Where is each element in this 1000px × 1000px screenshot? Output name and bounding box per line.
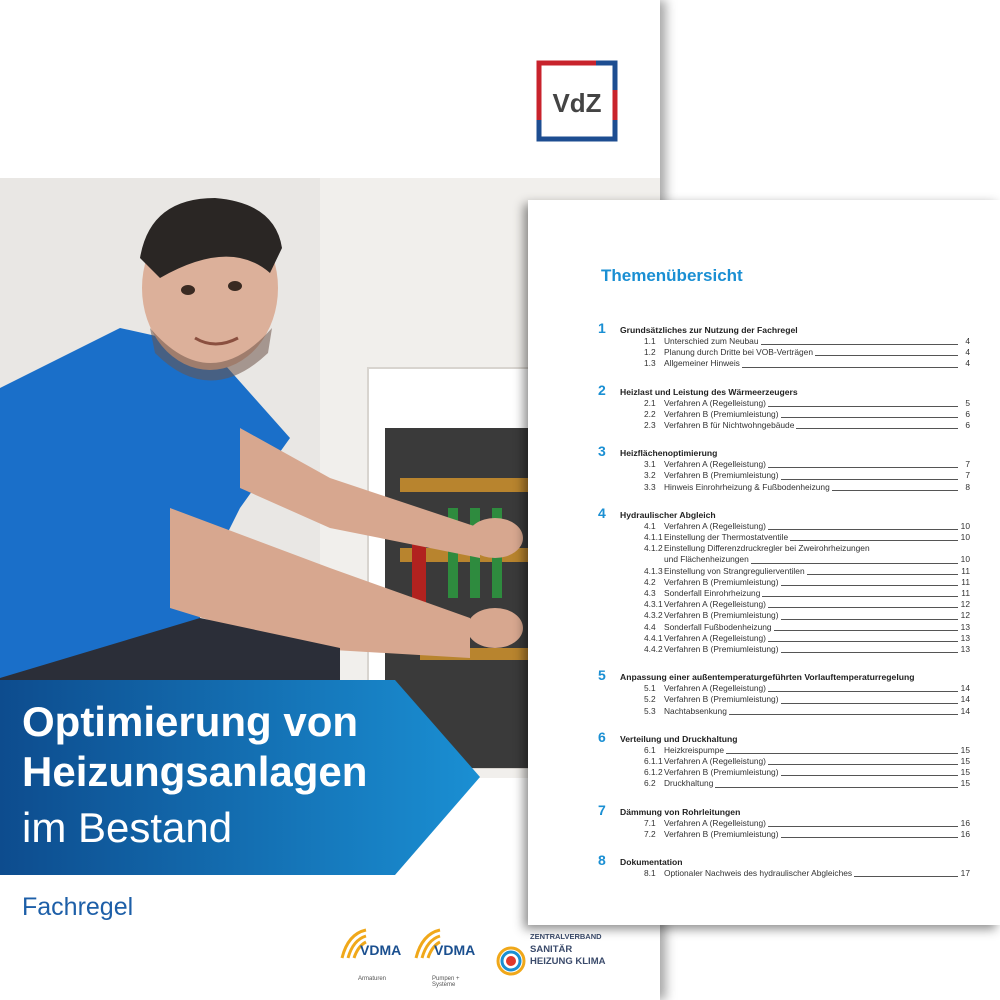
vdma-1-name: VDMA (360, 942, 402, 958)
toc-leader-line (768, 640, 958, 642)
toc-entry-page: 14 (960, 683, 970, 694)
toc-entry-number: 4.2 (644, 576, 656, 587)
toc-entry-label: Verfahren B (Premiumleistung) (664, 767, 779, 778)
cover-title-line1: Optimierung von (22, 698, 358, 745)
toc-entry-page: 14 (960, 694, 970, 705)
toc-entry[interactable] (644, 398, 970, 409)
toc-leader-line (768, 763, 958, 765)
toc-entry-page: 10 (960, 554, 970, 565)
toc-leader-line (781, 478, 958, 480)
toc-section (598, 443, 970, 493)
toc-entry[interactable] (644, 543, 970, 554)
toc-leader-line (768, 606, 958, 608)
toc-entry-label: Nachtabsenkung (664, 705, 727, 716)
toc-entry-label: Verfahren A (Regelleistung) (664, 756, 766, 767)
toc-entry-label: Verfahren B (Premiumleistung) (664, 644, 779, 655)
toc-section-number: 7 (598, 801, 606, 818)
toc-leader-line (781, 416, 958, 418)
toc-section (598, 802, 970, 840)
toc-entry-number: 4.3 (644, 588, 656, 599)
toc-entry[interactable] (644, 706, 970, 717)
vdz-logo-text: VdZ (552, 88, 602, 118)
toc-section (598, 382, 970, 432)
toc-leader-line (762, 595, 958, 597)
toc-leader-line (751, 562, 958, 564)
toc-leader-line (832, 489, 958, 491)
toc-entry-label: Heizkreispumpe (664, 744, 725, 755)
toc-entry-page: 13 (960, 632, 970, 643)
cover-subtitle: Fachregel (22, 893, 134, 921)
toc-entry-continuation[interactable] (664, 554, 970, 565)
toc-section-number: 6 (598, 728, 606, 745)
toc-entry[interactable] (644, 532, 970, 543)
toc-entry-page: 5 (965, 397, 970, 408)
toc-entry[interactable] (644, 459, 970, 470)
toc-entry[interactable] (644, 358, 970, 369)
toc-leader-line (781, 584, 958, 586)
toc-leader-line (781, 774, 958, 776)
toc-entry[interactable] (644, 470, 970, 481)
toc-entry-page: 13 (960, 644, 970, 655)
cover-title-line3: im Bestand (22, 804, 233, 851)
toc-entry-label: Optionaler Nachweis des hydraulischer Abgleiches (664, 868, 853, 879)
toc-section-title[interactable]: Grundsätzliches zur Nutzung der Fachregel (620, 325, 798, 335)
toc-entry-label: Verfahren A (Regelleistung) (664, 632, 766, 643)
toc-entry-number: 4.3.1 (644, 599, 663, 610)
toc-entry-number: 5.3 (644, 705, 656, 716)
toc-entry[interactable] (644, 588, 970, 599)
toc-entry-number: 4.4.2 (644, 644, 663, 655)
toc-entry-page: 14 (960, 705, 970, 716)
toc-entry-label: Verfahren B (Premiumleistung) (664, 408, 779, 419)
toc-entry[interactable] (644, 420, 970, 431)
toc-entry-label: Verfahren A (Regelleistung) (664, 599, 766, 610)
zvshk-line3: HEIZUNG KLIMA (530, 956, 606, 967)
toc-entry[interactable] (644, 745, 970, 756)
toc-entry-label: Verfahren B (Premiumleistung) (664, 828, 779, 839)
toc-leader-line (790, 539, 958, 541)
toc-entry-page: 17 (960, 868, 970, 879)
toc-title: Themenübersicht (601, 266, 743, 285)
toc-entry-label: Druckhaltung (664, 778, 714, 789)
zvshk-line2: SANITÄR (530, 944, 573, 955)
toc-leader-line (768, 405, 958, 407)
toc-entry-label: Verfahren A (Regelleistung) (664, 520, 766, 531)
toc-entry-page: 7 (965, 459, 970, 470)
toc-entry[interactable] (644, 521, 970, 532)
vdma-2-name: VDMA (434, 942, 476, 958)
toc-entry-number: 4.1.3 (644, 565, 663, 576)
toc-section-number: 1 (598, 320, 606, 336)
toc-section-number: 3 (598, 443, 606, 460)
toc-entry-page: 13 (960, 621, 970, 632)
toc-section (598, 320, 970, 370)
toc-entry-number: 8.1 (644, 868, 656, 879)
toc-entry[interactable] (644, 566, 970, 577)
toc-entry-page: 8 (965, 481, 970, 492)
toc-leader-line (742, 366, 958, 368)
cover-title-line2: Heizungsanlagen (22, 748, 368, 795)
toc-leader-line (768, 825, 958, 827)
toc-section (598, 667, 970, 717)
toc-entry[interactable] (644, 610, 970, 621)
toc-leader-line (715, 786, 958, 788)
toc-entry[interactable] (644, 409, 970, 420)
vdz-logo (536, 60, 618, 142)
toc-entry-page: 10 (960, 532, 970, 543)
toc-section-title[interactable]: Dämmung von Rohrleitungen (620, 806, 741, 817)
toc-entry-label: Verfahren B (Premiumleistung) (664, 470, 779, 481)
toc-entry-number: 7.1 (644, 817, 656, 828)
toc-entry-label-cont: und Flächenheizungen (664, 554, 749, 565)
toc-section (598, 505, 970, 655)
toc-entry-number: 6.2 (644, 778, 656, 789)
toc-entry-number: 3.1 (644, 459, 656, 470)
toc-entry[interactable] (644, 482, 970, 493)
toc-leader-line (854, 875, 958, 877)
toc-leader-line (768, 528, 958, 530)
toc-entry-label: Allgemeiner Hinweis (664, 358, 740, 369)
toc-entry-number: 4.3.2 (644, 610, 663, 621)
toc-entry-label: Einstellung Differenzdruckregler bei Zweirohrheizungen (664, 543, 870, 554)
toc-entry-number: 1.2 (644, 347, 656, 358)
toc-entry-label: Verfahren A (Regelleistung) (664, 397, 766, 408)
toc-entry-number: 2.1 (644, 397, 656, 408)
toc-section (598, 852, 970, 879)
toc-leader-line (815, 354, 958, 356)
vdma-armaturen-logo (338, 926, 408, 986)
toc-leader-line (781, 651, 958, 653)
toc-entry[interactable] (644, 683, 970, 694)
toc-entry-page: 4 (965, 336, 970, 346)
toc-entry[interactable] (644, 577, 970, 588)
toc-entry-number: 2.3 (644, 420, 656, 431)
toc-entry-page: 16 (960, 828, 970, 839)
zvshk-logo (496, 926, 656, 986)
toc-entry-number: 4.1.2 (644, 543, 663, 554)
toc-entry-page: 6 (965, 420, 970, 431)
toc-entry[interactable] (644, 622, 970, 633)
toc-section-number: 2 (598, 381, 606, 398)
toc-entry-page: 15 (960, 756, 970, 767)
toc-leader-line (726, 752, 958, 754)
toc-entry[interactable] (644, 599, 970, 610)
toc-leader-line (774, 629, 958, 631)
toc-entry-number: 5.1 (644, 683, 656, 694)
toc-entry[interactable] (644, 778, 970, 789)
toc-leader-line (781, 618, 958, 620)
toc-leader-line (781, 836, 958, 838)
toc-entry-page: 11 (961, 588, 970, 599)
toc-entry-label: Hinweis Einrohrheizung & Fußbodenheizung (664, 481, 830, 492)
toc-section-title[interactable]: Anpassung einer außentemperaturgeführten Vorlauftemperaturregelung (620, 672, 915, 683)
toc-entry-label: Verfahren A (Regelleistung) (664, 683, 766, 694)
toc-section-title[interactable]: Verteilung und Druckhaltung (620, 733, 738, 744)
toc-entry[interactable] (644, 767, 970, 778)
toc-entry-number: 6.1.1 (644, 756, 663, 767)
toc-leader-line (796, 427, 958, 429)
toc-entry-label: Verfahren A (Regelleistung) (664, 817, 766, 828)
toc-entry-number: 4.4 (644, 621, 656, 632)
toc-entry-number: 4.4.1 (644, 632, 663, 643)
toc-entry-page: 4 (965, 358, 970, 369)
toc-entry-page: 15 (960, 744, 970, 755)
toc-section-title[interactable]: Heizflächenoptimierung (620, 448, 718, 459)
toc-entry-number: 1.1 (644, 336, 656, 346)
toc-entry-number: 7.2 (644, 828, 656, 839)
toc-entry-number: 3.3 (644, 481, 656, 492)
toc-entry[interactable] (644, 756, 970, 767)
toc-section-number: 5 (598, 667, 606, 684)
toc-entry-page: 11 (961, 565, 970, 576)
zvshk-line1: ZENTRALVERBAND (530, 932, 602, 941)
toc-entry[interactable] (644, 818, 970, 829)
toc-entry-label: Einstellung der Thermostatventile (664, 532, 789, 543)
toc-entry-page: 12 (960, 610, 970, 621)
vdma-1-sub: Armaturen (358, 976, 387, 982)
vdma-2-sub: Pumpen + Systeme (432, 976, 460, 988)
toc-entry-label: Einstellung von Strangregulierventilen (664, 565, 805, 576)
toc-entry-page: 4 (965, 347, 970, 358)
toc-entry-number: 4.1 (644, 520, 656, 531)
toc-leader-line (729, 713, 958, 715)
toc-entry-number: 5.2 (644, 694, 656, 705)
toc-entry[interactable] (644, 633, 970, 644)
toc-page (528, 200, 1000, 925)
toc-entry[interactable] (644, 694, 970, 705)
toc-list (598, 320, 970, 879)
toc-entry-number: 3.2 (644, 470, 656, 481)
toc-entry-label: Sonderfall Einrohrheizung (664, 588, 761, 599)
toc-section-title[interactable]: Hydraulischer Abgleich (620, 509, 716, 520)
toc-entry-label: Verfahren B (Premiumleistung) (664, 694, 779, 705)
toc-leader-line (768, 690, 958, 692)
toc-entry-number: 4.1.1 (644, 532, 663, 543)
toc-entry-page: 15 (960, 778, 970, 789)
toc-leader-line (761, 343, 958, 345)
toc-section (598, 729, 970, 790)
toc-entry-page: 15 (960, 767, 970, 778)
toc-entry[interactable] (644, 644, 970, 655)
toc-entry[interactable] (644, 347, 970, 358)
toc-entry-label: Unterschied zum Neubau (664, 336, 759, 346)
toc-entry-label: Verfahren A (Regelleistung) (664, 459, 766, 470)
toc-leader-line (768, 466, 958, 468)
toc-section-number: 4 (598, 504, 606, 521)
toc-entry-label: Verfahren B (Premiumleistung) (664, 610, 779, 621)
toc-entry-label: Verfahren B (Premiumleistung) (664, 576, 779, 587)
toc-entry-page: 10 (960, 520, 970, 531)
toc-entry-page: 16 (960, 817, 970, 828)
toc-section-number: 8 (598, 852, 606, 869)
toc-entry[interactable] (644, 336, 970, 347)
toc-entry-number: 1.3 (644, 358, 656, 369)
toc-entry-label: Planung durch Dritte bei VOB-Verträgen (664, 347, 813, 358)
toc-entry-number: 6.1 (644, 744, 656, 755)
toc-entry-number: 6.1.2 (644, 767, 663, 778)
toc-entry-label: Sonderfall Fußbodenheizung (664, 621, 772, 632)
toc-entry[interactable] (644, 829, 970, 840)
toc-entry-page: 6 (965, 408, 970, 419)
toc-entry-page: 11 (961, 576, 970, 587)
toc-leader-line (781, 702, 958, 704)
toc-section-title[interactable]: Dokumentation (620, 857, 683, 868)
toc-entry-page: 7 (965, 470, 970, 481)
toc-entry[interactable] (644, 868, 970, 879)
toc-leader-line (807, 573, 958, 575)
toc-entry-number: 2.2 (644, 408, 656, 419)
toc-entry-label: Verfahren B für Nichtwohngebäude (664, 420, 795, 431)
toc-section-title[interactable]: Heizlast und Leistung des Wärmeerzeugers (620, 386, 798, 397)
toc-entry-page: 12 (960, 599, 970, 610)
vdma-pumpen-logo (412, 926, 482, 986)
